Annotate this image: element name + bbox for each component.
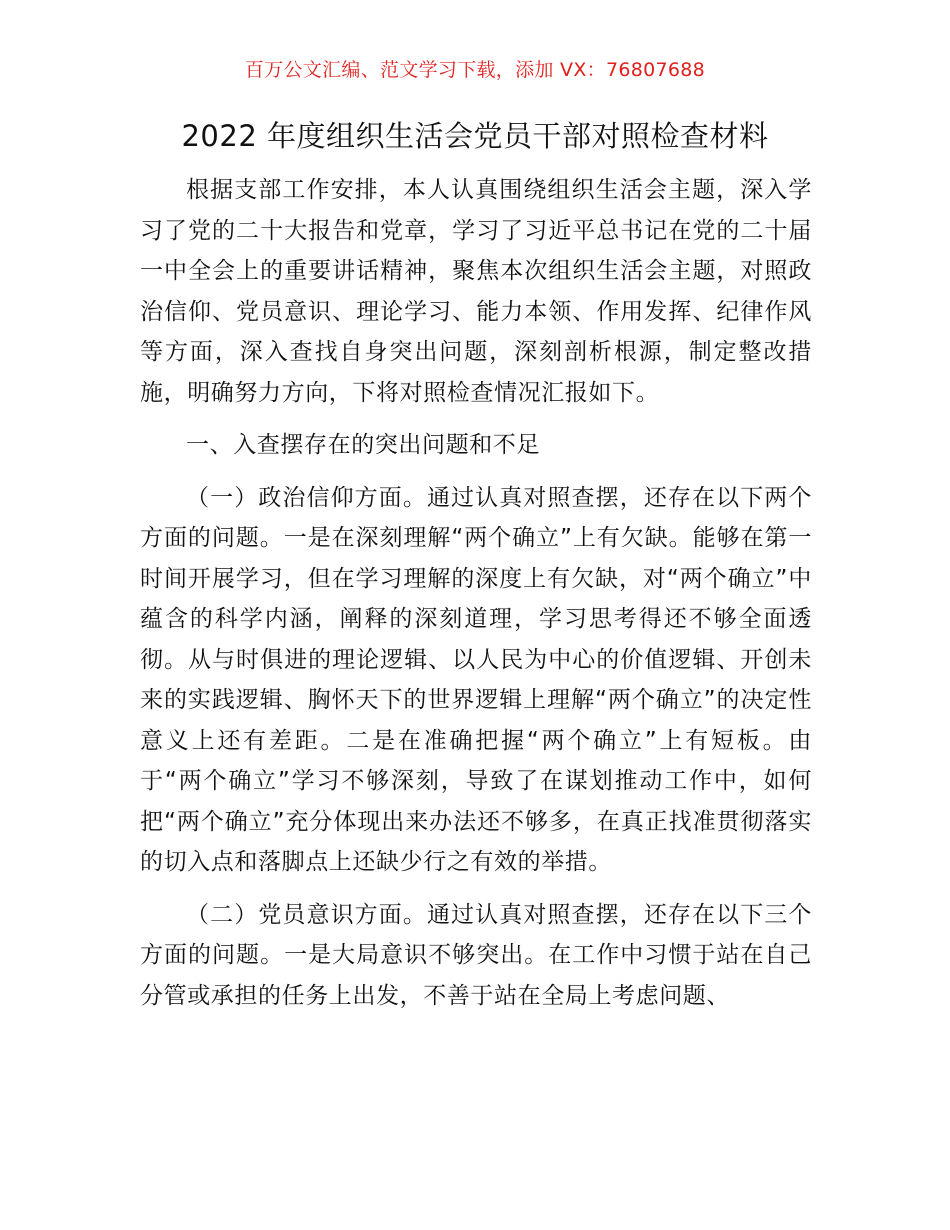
political-belief-paragraph: （一）政治信仰方面。通过认真对照查摆，还存在以下两个方面的问题。一是在深刻理解“两个确立”上有欠缺。能够在第一时间开展学习，但在学习理解的深度上有欠缺，对“两个确立”中蕴含的科学内涵，阐释的深刻道理，学习思考得还不够全面透彻。从与时俱进的理论逻辑、以人民为中心的价值逻辑、开创未来的实践逻辑、胸怀天下的世界逻辑上理解“两个确立”的决定性意义上还有差距。二是在准确把握“两个确立”上有短板。由于“两个确立”学习不够深刻，导致了在谋划推动工作中，如何把“两个确立”充分体现出来办法还不够多，在真正找准贯彻落实的切入点和落脚点上还缺少行之有效的举措。 (140, 484, 812, 875)
party-awareness-paragraph: （二）党员意识方面。通过认真对照查摆，还存在以下三个方面的问题。一是大局意识不够突出。在工作中习惯于站在自己分管或承担的任务上出发，不善于站在全局上考虑问题、 (140, 901, 812, 1009)
document-title: 2022 年度组织生活会党员干部对照检查材料 (181, 119, 769, 153)
document-body (140, 170, 812, 1016)
section-heading: 一、入查摆存在的突出问题和不足 (186, 432, 540, 458)
header-banner: 百万公文汇编、范文学习下载，添加 VX：76807688 (244, 59, 706, 81)
intro-paragraph: 根据支部工作安排，本人认真围绕组织生活会主题，深入学习了党的二十大报告和党章，学习了习近平总书记在党的二十届一中全会上的重要讲话精神，聚焦本次组织生活会主题，对照政治信仰、党员意识、理论学习、能力本领、作用发挥、纪律作风等方面，深入查找自身突出问题，深刻剖析根源，制定整改措施，明确努力方向，下将对照检查情况汇报如下。 (140, 177, 812, 406)
